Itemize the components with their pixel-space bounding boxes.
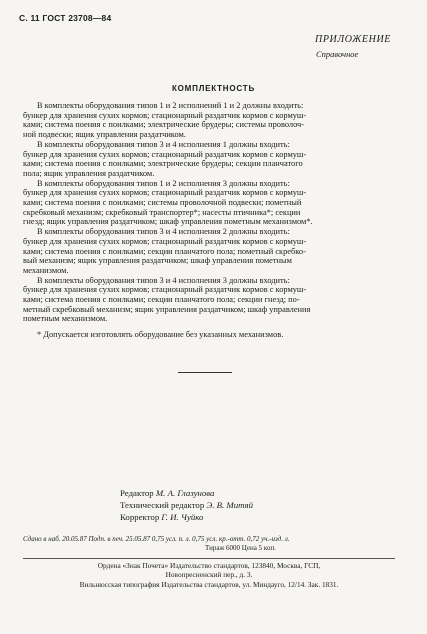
separator-rule — [178, 372, 232, 373]
credit-name: Г. И. Чуйко — [161, 512, 204, 522]
body-line: бункер для хранения сухих кормов; стационарный раздатчик кормов с кормуш- — [23, 188, 307, 198]
body-line: ной подвески; ящик управления раздатчиком. — [23, 130, 186, 140]
body-line: ками; система поения с поилками; электрические брудеры; системы проволоч- — [23, 120, 305, 130]
body-line: скребковый механизм; скребковый транспортер*; насесты птичника*; секции — [23, 207, 301, 217]
body-line: метный скребковый механизм; ящик управления раздатчиком; шкаф управления — [23, 304, 311, 314]
body-line: ками; система поения с поилками; электрические брудеры; секции планчатого — [23, 159, 303, 169]
footnote: * Допускается изготовлять оборудование без указанных механизмов. — [37, 330, 284, 339]
section-title: КОМПЛЕКТНОСТЬ — [171, 84, 256, 93]
credit-role: Корректор — [120, 512, 160, 522]
body-line: пометным механизмом. — [23, 314, 108, 324]
credit-proofreader — [120, 511, 253, 523]
credits-block — [120, 487, 253, 523]
body-line: В комплекты оборудования типов 3 и 4 исполнения 3 должны входить: — [37, 275, 290, 285]
body-text — [23, 101, 391, 324]
body-line: В комплекты оборудования типов 1 и 2 исполнений 1 и 2 должны входить: — [37, 101, 304, 110]
printing-line: Новопресненский пер., д. 3. — [165, 570, 253, 580]
body-line: ками; система поения с поилками; системы проволочной подвески; пометный — [23, 198, 302, 208]
credit-name: М. А. Глазунова — [155, 488, 215, 498]
body-line: В комплекты оборудования типов 1 и 2 исполнения 3 должны входить: — [37, 178, 290, 188]
imprint-line: Тираж 6000 Цена 5 коп. — [205, 544, 276, 552]
printing-line: Ордена «Знак Почета» Издательство стандартов, 123840, Москва, ГСП, — [97, 561, 321, 570]
body-line: В комплекты оборудования типов 3 и 4 исполнения 1 должны входить: — [37, 139, 290, 149]
page-header-label: С. 11 ГОСТ 23708—84 — [19, 13, 112, 23]
appendix-title: ПРИЛОЖЕНИЕ — [315, 34, 391, 45]
body-line: бункер для хранения сухих кормов; стационарный раздатчик кормов с кормуш- — [23, 236, 307, 246]
credit-role: Технический редактор — [120, 500, 205, 510]
body-line: бункер для хранения сухих кормов; стационарный раздатчик кормов с кормуш- — [23, 285, 307, 295]
body-line: бункер для хранения сухих кормов; стационарный раздатчик кормов с кормуш- — [23, 110, 307, 120]
body-line: гнезд; ящик управления раздатчиком; шкаф управления пометным механизмом*. — [23, 217, 313, 227]
body-line: ками; система поения с поилками; секции планчатого пола; секции гнезд; по- — [23, 295, 300, 305]
body-line: механизмом. — [23, 265, 69, 275]
printing-block — [23, 558, 395, 589]
imprint-line: Сдано в наб. 20.05.87 Подп. в печ. 25.05.87 0,75 усл. п. л. 0,75 усл. кр.-отт. 0,72 уч.-изд. л. — [23, 535, 290, 543]
imprint-block — [23, 535, 395, 553]
body-line: пола; ящик управления раздатчиком. — [23, 168, 155, 178]
appendix-subtitle: Справочное — [316, 49, 359, 59]
credit-role: Редактор — [120, 488, 154, 498]
printing-line: Вильнюсская типография Издательства стандартов, ул. Миндауго, 12/14. Зак. 1831. — [79, 579, 339, 589]
body-line: В комплекты оборудования типов 3 и 4 исполнения 2 должны входить: — [37, 227, 290, 237]
credit-editor — [120, 487, 253, 499]
body-line: ками; система поения с поилками; секции планчатого пола; пометный скребко- — [23, 246, 306, 256]
credit-name: Э. В. Митяй — [206, 500, 254, 510]
body-line: бункер для хранения сухих кормов; стационарный раздатчик кормов с кормуш- — [23, 149, 307, 159]
credit-tech-editor — [120, 499, 253, 511]
body-line: вый механизм; ящик управления раздатчиком; шкаф управления пометным — [23, 256, 292, 266]
